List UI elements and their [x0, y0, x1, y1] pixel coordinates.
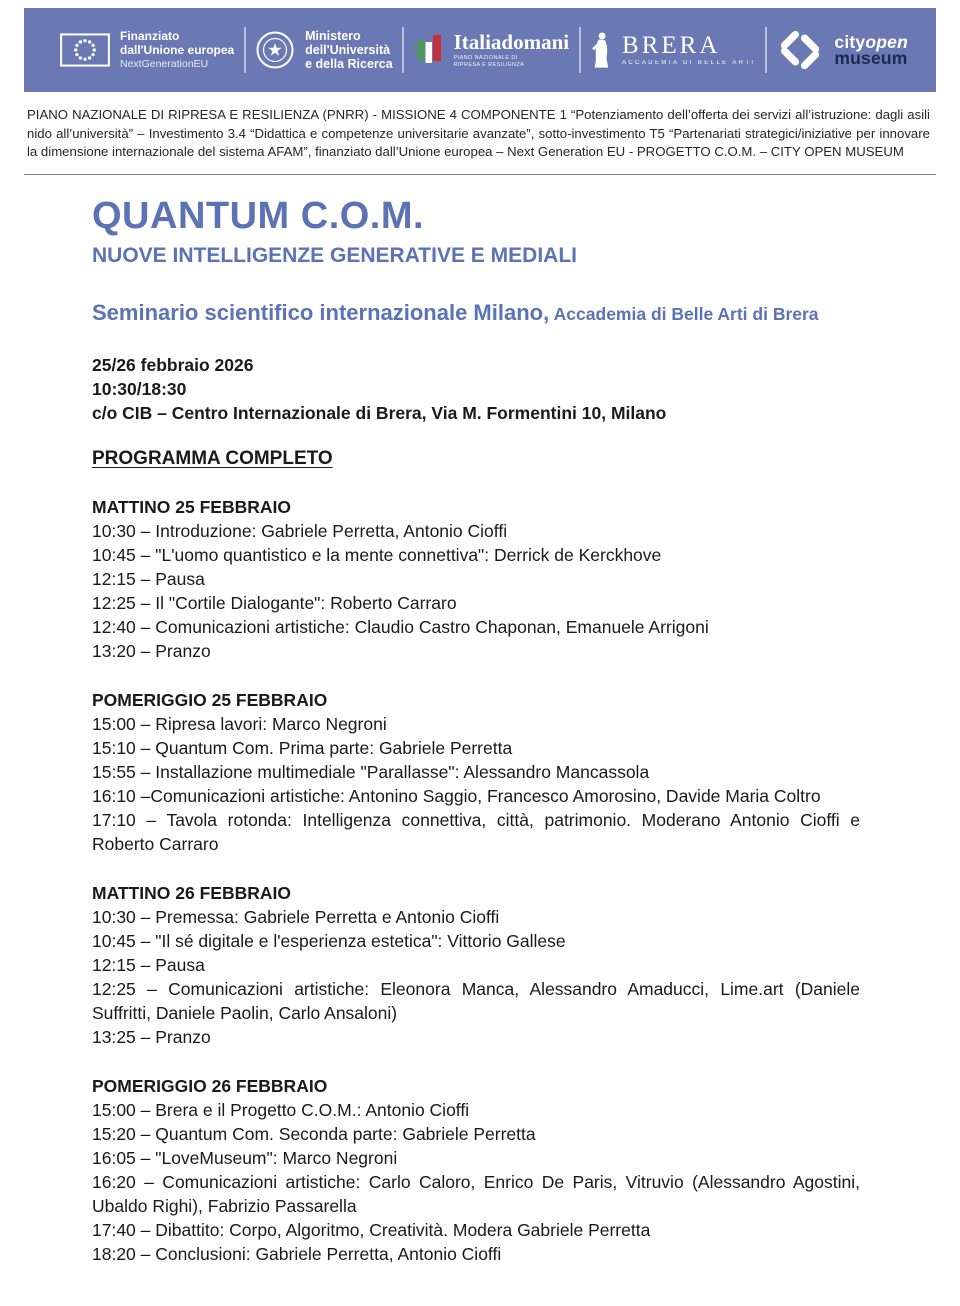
city-open-museum-logo [776, 29, 908, 71]
eu-funding-line1: Finanziato [120, 29, 180, 43]
italiadomani-logo [414, 32, 570, 68]
program-item: 15:20 – Quantum Com. Seconda parte: Gabriele Perretta [92, 1123, 536, 1144]
program-item: 10:30 – Introduzione: Gabriele Perretta, Antonio Cioffi [92, 520, 508, 541]
horizontal-divider [24, 174, 936, 175]
eu-funding-line3: NextGenerationEU [120, 58, 209, 70]
program-item: 15:00 – Brera e il Progetto C.O.M.: Antonio Cioffi [92, 1099, 470, 1120]
pnrr-funding-paragraph: PIANO NAZIONALE DI RIPRESA E RESILIENZA (PNRR) - MISSIONE 4 COMPONENTE 1 “Potenziamento dell’offerta dei servizi all’istruzione: dagli asili nido all’università” – Investimento 3.4 “Didattica e competenze universitarie avanzate”, sotto-investimento T5 “Partenariati strategici/iniziative per innovare la dimensione internazionale del sistema AFAM”, finanziato dall’Unione europea – Next Generation EU - PROGETTO C.O.M. – CITY OPEN MUSEUM [27, 107, 930, 160]
section-header: POMERIGGIO 26 FEBBRAIO [92, 1075, 328, 1096]
program-item: 10:30 – Premessa: Gabriele Perretta e Antonio Cioffi [92, 906, 500, 927]
page-title: QUANTUM C.O.M. [92, 194, 425, 237]
com-diamond-icon [776, 29, 824, 71]
italiadomani-flag-icon [414, 33, 444, 67]
brera-logo [590, 31, 755, 69]
ministero-text [305, 29, 393, 71]
funding-logos-banner [24, 8, 936, 92]
program-section [92, 688, 860, 856]
program-item: 13:25 – Pranzo [92, 1026, 211, 1047]
city-open-museum-text [834, 34, 908, 66]
section-header: MATTINO 25 FEBBRAIO [92, 496, 291, 517]
program-item: 17:10 – Tavola rotonda: Intelligenza connettiva, città, patrimonio. Moderano Antonio Cioffi e Roberto Carraro [92, 809, 860, 854]
program-item: 16:05 – "LoveMuseum": Marco Negroni [92, 1147, 398, 1168]
ministero-emblem-icon [255, 30, 295, 70]
italiadomani-subtext: PIANO NAZIONALE DI RIPRESA E RESILIENZA [453, 55, 525, 68]
event-time: 10:30/18:30 [92, 378, 187, 399]
program-heading: PROGRAMMA COMPLETO [92, 447, 333, 469]
banner-divider [402, 27, 404, 73]
program-item: 10:45 – "Il sé digitale e l'esperienza estetica": Vittorio Gallese [92, 930, 566, 951]
program-content [92, 195, 860, 1266]
program-section [92, 495, 860, 663]
section-header: POMERIGGIO 25 FEBBRAIO [92, 689, 328, 710]
brera-name: BRERA [622, 32, 721, 59]
program-item: 12:15 – Pausa [92, 954, 205, 975]
event-details [92, 353, 860, 425]
eu-flag-icon [60, 33, 110, 67]
program-item: 12:25 – Il "Cortile Dialogante": Roberto Carraro [92, 592, 457, 613]
program-sections [92, 495, 860, 1266]
ministero-line2: dell'Università [305, 43, 391, 57]
italiadomani-text [454, 32, 570, 68]
com-museum-label: museum [834, 48, 908, 68]
eu-funding-line2: dall'Unione europea [120, 43, 235, 57]
program-item: 17:40 – Dibattito: Corpo, Algoritmo, Creatività. Modera Gabriele Perretta [92, 1219, 651, 1240]
com-open-label: open [865, 32, 908, 52]
brera-statue-icon [590, 31, 612, 69]
brera-text [622, 34, 755, 66]
italiadomani-name: Italiadomani [453, 30, 570, 54]
program-item: 12:15 – Pausa [92, 568, 205, 589]
eu-funding-logo [60, 29, 234, 71]
event-line [92, 300, 860, 326]
program-item: 18:20 – Conclusioni: Gabriele Perretta, Antonio Cioffi [92, 1243, 502, 1264]
page-subtitle: NUOVE INTELLIGENZE GENERATIVE E MEDIALI [92, 243, 577, 267]
eu-funding-text [120, 29, 234, 71]
ministero-logo [255, 29, 393, 71]
program-item: 15:00 – Ripresa lavori: Marco Negroni [92, 713, 387, 734]
com-city-label: city [834, 32, 866, 52]
program-item: 12:40 – Comunicazioni artistiche: Claudio Castro Chaponan, Emanuele Arrigoni [92, 616, 709, 637]
banner-divider [765, 27, 767, 73]
program-item: 10:45 – "L'uomo quantistico e la mente connettiva": Derrick de Kerckhove [92, 544, 662, 565]
program-item: 16:20 – Comunicazioni artistiche: Carlo Caloro, Enrico De Paris, Vitruvio (Alessandro Agostini, Ubaldo Righi), Fabrizio Passarella [92, 1171, 860, 1216]
program-item: 13:20 – Pranzo [92, 640, 211, 661]
program-item: 15:10 – Quantum Com. Prima parte: Gabriele Perretta [92, 737, 513, 758]
event-name: Seminario scientifico internazionale Milano, [92, 299, 550, 325]
section-header: MATTINO 26 FEBBRAIO [92, 882, 291, 903]
banner-divider [579, 27, 581, 73]
program-item: 16:10 –Comunicazioni artistiche: Antonino Saggio, Francesco Amorosino, Davide Maria Coltro [92, 785, 821, 806]
program-item: 12:25 – Comunicazioni artistiche: Eleonora Manca, Alessandro Amaducci, Lime.art (Daniele Suffritti, Daniele Paolin, Carlo Ansaloni) [92, 978, 860, 1023]
brera-subtext: ACCADEMIA DI BELLE ARTI [622, 60, 756, 66]
event-date: 25/26 febbraio 2026 [92, 354, 254, 375]
event-address: c/o CIB – Centro Internazionale di Brera, Via M. Formentini 10, Milano [92, 402, 667, 423]
program-section [92, 881, 860, 1049]
program-item: 15:55 – Installazione multimediale "Parallasse": Alessandro Mancassola [92, 761, 650, 782]
ministero-line1: Ministero [305, 29, 361, 43]
banner-divider [244, 27, 246, 73]
program-section [92, 1074, 860, 1266]
event-venue-name: Accademia di Belle Arti di Brera [553, 303, 819, 324]
ministero-line3: e della Ricerca [305, 57, 393, 71]
